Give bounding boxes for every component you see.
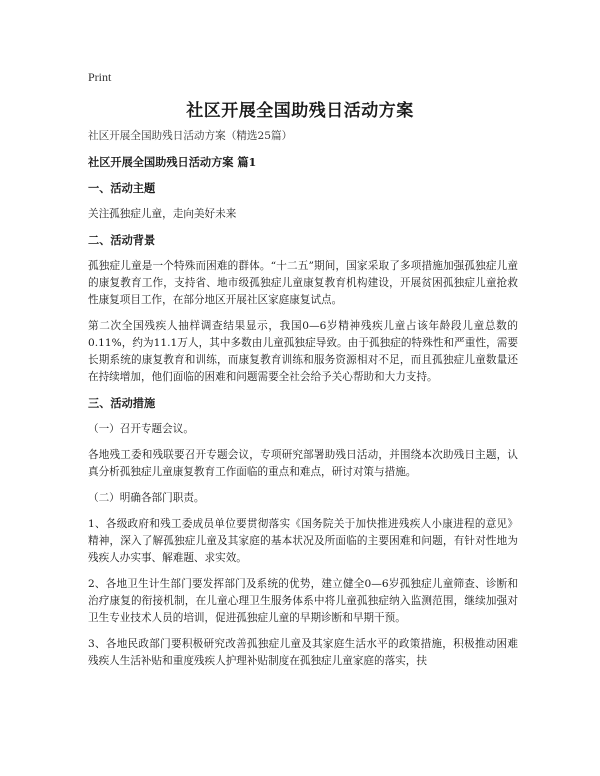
document-subtitle: 社区开展全国助残日活动方案（精选25篇） <box>88 130 293 142</box>
section-heading-background: 二、活动背景 <box>88 233 156 247</box>
measure-item-2: 2、各地卫生计生部门要发挥部门及系统的优势，建立健全0—6岁孤独症儿童筛查、诊断和治疗康复的衔接机制，在儿童心理卫生服务体系中将儿童孤独症纳入监测范围，继续加强对卫生专业技术人员的培训，促进孤独症儿童的早期诊断和早期干预。 <box>88 578 518 624</box>
section-text-theme: 关注孤独症儿童，走向美好未来 <box>88 208 237 220</box>
measure-text-1: 各地残工委和残联要召开专题会议，专项研究部署助残日活动，并围绕本次助残日主题，认真分析孤独症儿童康复教育工作面临的重点和难点，研讨对策与措施。 <box>88 449 518 478</box>
section-heading-theme: 一、活动主题 <box>88 181 156 195</box>
document-body <box>88 128 518 679</box>
measure-item-3: 3、各地民政部门要积极研究改善孤独症儿童及其家庭生活水平的政策措施，积极推动困难残疾人生活补贴和重度残疾人护理补贴制度在孤独症儿童家庭的落实，扶 <box>88 638 518 667</box>
measure-item-1: 1、各级政府和残工委成员单位要贯彻落实《国务院关于加快推进残疾人小康进程的意见》精神，深入了解孤独症儿童及其家庭的基本状况及所面临的主要困难和问题，有针对性地为残疾人办实事、解难题、求实效。 <box>88 518 518 564</box>
background-paragraph-1: 孤独症儿童是一个特殊而困难的群体。“十二五”期间，国家采取了多项措施加强孤独症儿童的康复教育工作，支持省、地市级孤独症儿童康复教育机构建设，开展贫困孤独症儿童抢救性康复项目工作，在部分地区开展社区家庭康复试点。 <box>88 260 518 306</box>
background-paragraph-2: 第二次全国残疾人抽样调查结果显示，我国0—6岁精神残疾儿童占该年龄段儿童总数的0.11%，约为11.1万人，其中多数由儿童孤独症导致。由于孤独症的特殊性和严重性，需要长期系统的康复教育和训练，而康复教育训练和服务资源相对不足，而且孤独症儿童数量还在持续增加，他们面临的困难和问题需要全社会给予关心帮助和大力支持。 <box>88 320 518 383</box>
article-heading: 社区开展全国助残日活动方案 篇1 <box>88 155 257 169</box>
measure-subheading-1: （一）召开专题会议。 <box>88 423 194 435</box>
print-label: Print <box>88 70 112 84</box>
document-title: 社区开展全国助残日活动方案 <box>186 101 414 121</box>
section-heading-measures: 三、活动措施 <box>88 396 156 410</box>
measure-subheading-2: （二）明确各部门职责。 <box>88 492 205 504</box>
